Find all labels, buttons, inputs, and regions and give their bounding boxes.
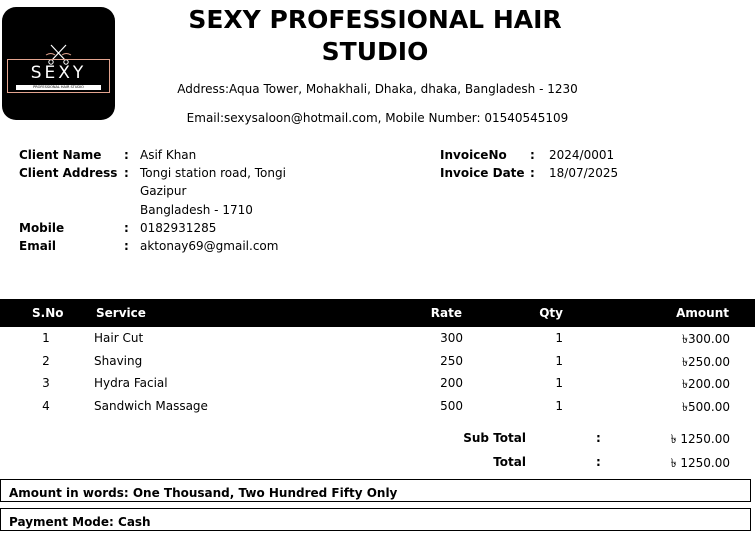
cell-qty: 1 bbox=[555, 331, 563, 345]
business-title bbox=[165, 4, 585, 68]
cell-service: Shaving bbox=[94, 354, 143, 368]
colon: : bbox=[124, 166, 129, 180]
mobile-label: Mobile bbox=[19, 221, 65, 235]
cell-amount: ৳500.00 bbox=[682, 400, 730, 414]
table-row bbox=[0, 399, 755, 417]
client-address-line2: Gazipur bbox=[140, 184, 187, 198]
invoice-date-label: Invoice Date bbox=[440, 166, 525, 180]
client-name: Asif Khan bbox=[140, 148, 197, 162]
cell-sno: 2 bbox=[42, 354, 50, 368]
cell-sno: 1 bbox=[42, 331, 50, 345]
table-row bbox=[0, 376, 755, 394]
cell-qty: 1 bbox=[555, 376, 563, 390]
header-rate: Rate bbox=[430, 306, 462, 320]
cell-sno: 3 bbox=[42, 376, 50, 390]
colon: : bbox=[124, 148, 129, 162]
title-line-1: SEXY PROFESSIONAL HAIR bbox=[188, 5, 562, 34]
logo-tagline: PROFESSIONAL HAIR STUDIO bbox=[16, 85, 101, 90]
cell-service: Hair Cut bbox=[94, 331, 144, 345]
subtotal-value: ৳ 1250.00 bbox=[670, 432, 730, 446]
business-address: Address:Aqua Tower, Mohakhali, Dhaka, dhaka, Bangladesh - 1230 bbox=[177, 82, 578, 96]
cell-amount: ৳200.00 bbox=[682, 377, 730, 391]
colon: : bbox=[596, 431, 601, 445]
cell-service: Hydra Facial bbox=[94, 376, 168, 390]
colon: : bbox=[124, 221, 129, 235]
cell-rate: 250 bbox=[440, 354, 463, 368]
cell-sno: 4 bbox=[42, 399, 50, 413]
client-mobile: 0182931285 bbox=[140, 221, 217, 235]
cell-amount: ৳300.00 bbox=[682, 332, 730, 346]
header-sno: S.No bbox=[32, 306, 64, 320]
header-amount: Amount bbox=[676, 306, 729, 320]
client-address-line3: Bangladesh - 1710 bbox=[140, 203, 253, 217]
cell-qty: 1 bbox=[555, 354, 563, 368]
total-label: Total bbox=[493, 455, 526, 469]
invoice-no-label: InvoiceNo bbox=[440, 148, 507, 162]
cell-rate: 300 bbox=[440, 331, 463, 345]
invoice-no: 2024/0001 bbox=[549, 148, 615, 162]
cell-rate: 200 bbox=[440, 376, 463, 390]
client-email: aktonay69@gmail.com bbox=[140, 239, 279, 253]
client-address-label: Client Address bbox=[19, 166, 118, 180]
cell-rate: 500 bbox=[440, 399, 463, 413]
logo-word: SEXY bbox=[30, 63, 87, 83]
cell-qty: 1 bbox=[555, 399, 563, 413]
payment-mode: Payment Mode: Cash bbox=[0, 508, 751, 531]
colon: : bbox=[596, 455, 601, 469]
table-row bbox=[0, 331, 755, 349]
table-header bbox=[0, 299, 755, 327]
salon-logo bbox=[2, 7, 115, 120]
header-service: Service bbox=[96, 306, 146, 320]
business-contact: Email:sexysaloon@hotmail.com, Mobile Number: 01540545109 bbox=[186, 111, 569, 125]
total-value: ৳ 1250.00 bbox=[670, 456, 730, 470]
cell-service: Sandwich Massage bbox=[94, 399, 208, 413]
invoice-date: 18/07/2025 bbox=[549, 166, 619, 180]
colon: : bbox=[530, 148, 535, 162]
table-row bbox=[0, 354, 755, 372]
title-line-2: STUDIO bbox=[321, 37, 429, 66]
colon: : bbox=[124, 239, 129, 253]
subtotal-label: Sub Total bbox=[463, 431, 526, 445]
email-label: Email bbox=[19, 239, 57, 253]
header-qty: Qty bbox=[539, 306, 563, 320]
client-name-label: Client Name bbox=[19, 148, 102, 162]
client-address-line1: Tongi station road, Tongi bbox=[140, 166, 286, 180]
colon: : bbox=[530, 166, 535, 180]
amount-in-words: Amount in words: One Thousand, Two Hundred Fifty Only bbox=[0, 479, 751, 502]
cell-amount: ৳250.00 bbox=[682, 355, 730, 369]
